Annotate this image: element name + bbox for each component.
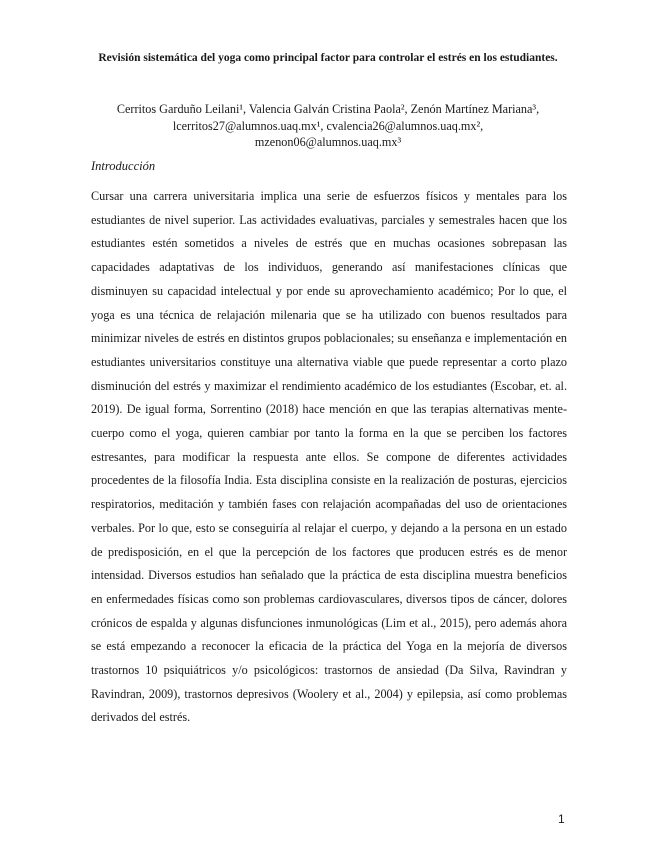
document-title: Revisión sistemática del yoga como principal factor para controlar el estrés en los estudiantes. [98, 52, 558, 64]
authors-emails-line: mzenon06@alumnos.uaq.mx³ [254, 135, 402, 149]
body-paragraph: Cursar una carrera universitaria implica una serie de esfuerzos físicos y mentales para los estudiantes de nivel superior. Las actividades evaluativas, parciales y semestrales hacen que los estudiantes estén sometidos a niveles de estrés que en muchas ocasiones sobrepasan las capacidades adaptativas de los individuos, generando así manifestaciones clínicas que disminuyen su capacidad intelectual y por ende su aprovechamiento académico; Por lo que, el yoga es una técnica de relajación milenaria que se ha utilizado con buenos resultados para minimizar niveles de estrés en distintos grupos poblacionales; su enseñanza e implementación en estudiantes universitarios constituye una alternativa viable que puede representar a corto plazo disminución del estrés y maximizar el rendimiento académico de los estudiantes (Escobar, et. al. 2019). De igual forma, Sorrentino (2018) hace mención en que las terapias alternativas mente-cuerpo como el yoga, quieren cambiar por tanto la forma en la que se perciben los factores estresantes, para modificar la respuesta ante ellos. Se compone de diferentes actividades procedentes de la filosofía India. Esta disciplina consiste en la realización de posturas, ejercicios respiratorios, meditación y también fases con relajación acompañadas del uso de orientaciones verbales. Por lo que, esto se conseguiría al relajar el cuerpo, y dejando a la persona en un estado de predisposición, en el que la percepción de los factores que producen estrés es de menor intensidad. Diversos estudios han señalado que la práctica de esta disciplina muestra beneficios en enfermedades físicas como son problemas cardiovasculares, diversos tipos de cáncer, dolores crónicos de espalda y algunas disfunciones inmunológicas (Lim et al., 2015), pero además ahora se está empezando a reconocer la eficacia de la práctica del Yoga en la mejoría de diversos trastornos 10 psiquiátricos y/o psicológicos: trastornos de ansiedad (Da Silva, Ravindran y Ravindran, 2009), trastornos depresivos (Woolery et al., 2004) y epilepsia, así como problemas derivados del estrés. [91, 189, 567, 725]
authors-emails-line: lcerritos27@alumnos.uaq.mx¹, cvalencia26@alumnos.uaq.mx², [172, 118, 484, 133]
section-heading: Introducción [91, 159, 156, 173]
page-number: 1 [558, 812, 565, 826]
authors-block [86, 101, 570, 151]
authors-names: Cerritos Garduño Leilani¹, Valencia Galván Cristina Paola², Zenón Martínez Mariana³, [116, 102, 540, 116]
